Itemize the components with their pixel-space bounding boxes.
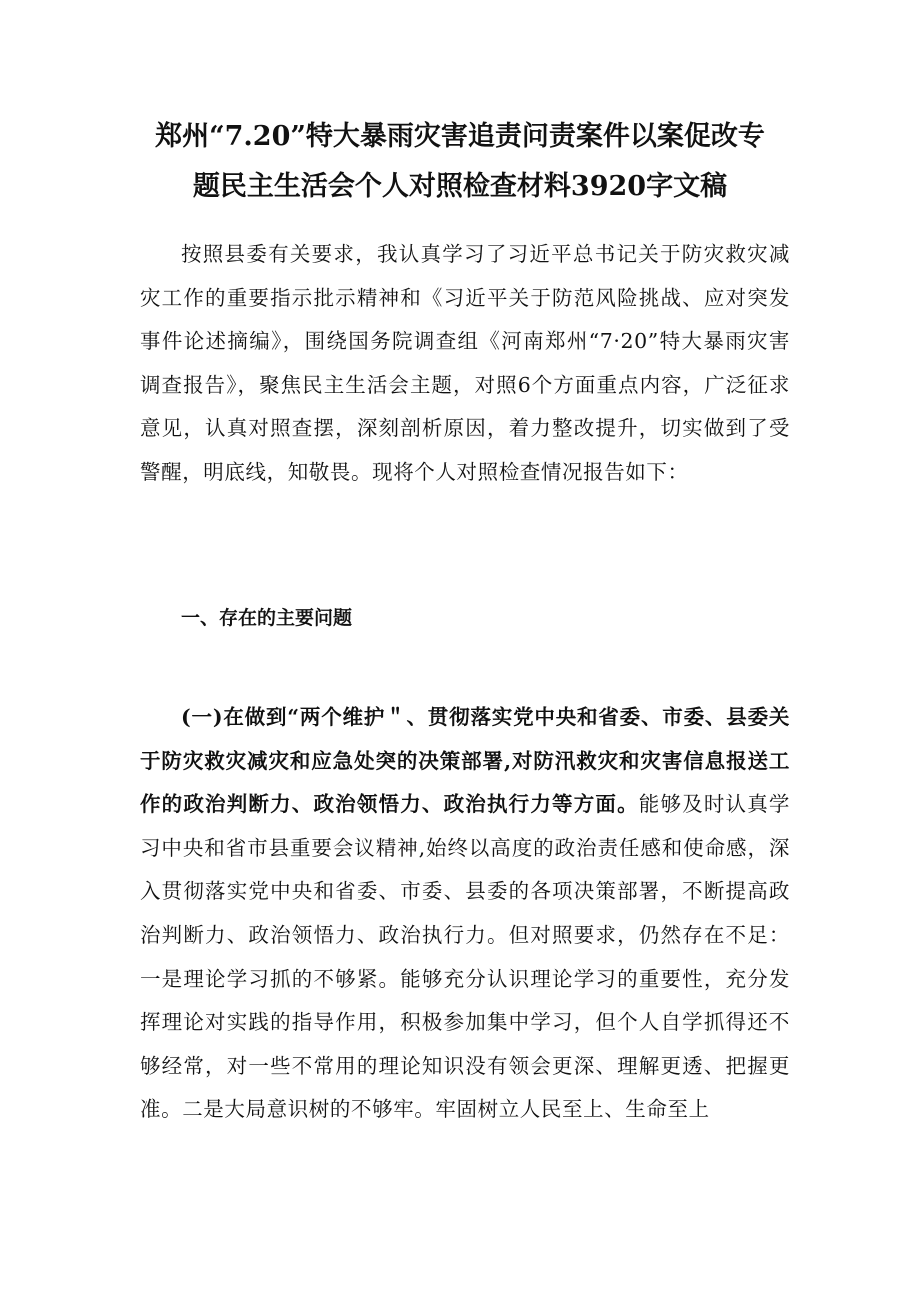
document-title-line-2: 题民主生活会个人对照检查材料3920字文稿 bbox=[192, 171, 728, 202]
item-1-lead: (一)在做到“两个维护＂、贯彻落实党中央和省委、市委、县委关于防灾救灾减灾和应急处突的决策部署,对防汛救灾和灾害信息报送工作的政治判断力、政治领悟力、政治执行力等方面。 bbox=[140, 705, 790, 817]
item-1-body: 能够及时认真学习中央和省市县重要会议精神,始终以高度的政治责任感和使命感，深入贯彻落实党中央和省委、市委、县委的各项决策部署，不断提高政治判断力、政治领悟力、政治执行力。但对照要求，仍然存在不足：一是理论学习抓的不够紧。能够充分认识理论学习的重要性，充分发挥理论对实践的指导作用，积极参加集中学习，但个人自学抓得还不够经常，对一些不常用的理论知识没有领会更深、理解更透、把握更准。二是大局意识树的不够牢。牢固树立人民至上、生命至上 bbox=[140, 792, 790, 1122]
document-title-line-1: 郑州“7.20”特大暴雨灾害追责问责案件以案促改专 bbox=[155, 121, 765, 152]
intro-paragraph: 按照县委有关要求，我认真学习了习近平总书记关于防灾救灾减灾工作的重要指示批示精神和《习近平关于防范风险挑战、应对突发事件论述摘编》，围绕国务院调查组《河南郑州“7·20”特大暴雨灾害调查报告》，聚焦民主生活会主题，对照6个方面重点内容，广泛征求意见，认真对照查摆，深刻剖析原因，着力整改提升，切实做到了受警醒，明底线，知敬畏。现将个人对照检查情况报告如下： bbox=[140, 242, 790, 484]
item-1-paragraph bbox=[140, 696, 790, 1132]
section-heading-problems: 一、存在的主要问题 bbox=[181, 607, 353, 629]
